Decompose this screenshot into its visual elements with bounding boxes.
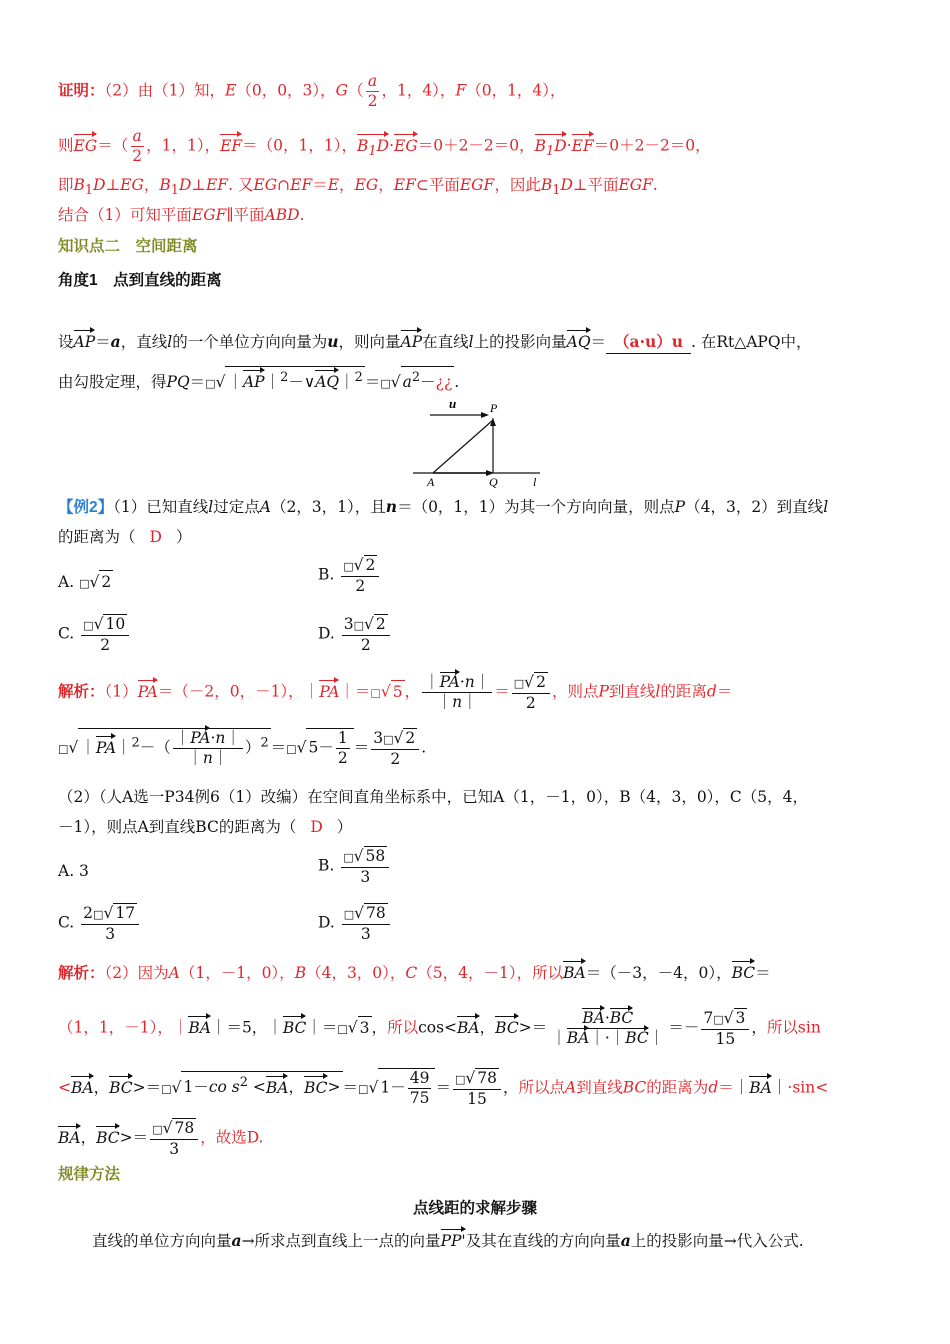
projection-answer: （a·u）u <box>606 331 691 354</box>
solution1-label: 解析： <box>58 683 105 701</box>
fig-label-q: Q <box>489 475 498 489</box>
example1-line-2 <box>58 526 191 548</box>
example1-line-1: 【例2】（1）已知直线l过定点A（2，3，1），且n＝（0，1，1）为其一个方向向量，则点P（4，3，2）到直线l <box>58 497 829 516</box>
solution1-line-1: 解析：（1）PA＝（－2，0，－1），｜PA｜＝□√ 5 ， $\frac{|PA\cdot n|}{|n|}$ ＝ $\frac{□√ 2}{2}$ ，则点P到直线l的距离d＝ <box>58 673 733 712</box>
example1-q2: 的距离为（ <box>58 528 136 546</box>
proof-line-3: 即$B_1D\perp EG$，$B_1D\perp EF$. 又EG∩EF＝E，EG，EF⊂平面EGF，因此$B_1D\perp$平面EGF. <box>58 176 658 199</box>
section-subtitle: 角度1 点到直线的距离 <box>58 272 222 289</box>
ex1-option-b: B. $\frac{□√ 2}{2}$ <box>318 555 381 596</box>
example2-q2: －1），则点A到直线BC的距离为（ <box>58 818 297 836</box>
solution2-line-2: （1，1，－1），｜BA｜＝5，｜BC｜＝□√ 3 ，所以cos<BA，BC>＝ $\frac{BA\cdot BC}{|BA|\cdot|BC|}$ ＝－ $\frac{7□√ 3}{15}$ ，所以sin <box>58 1009 821 1048</box>
fig-label-a: A <box>427 475 435 489</box>
example2-line-2 <box>58 816 352 838</box>
theory-line-2: 由勾股定理，得PQ＝□√ ｜AP｜$^2$－∨AQ｜$^2$ ＝□√ $a^2-¿¿$ . <box>58 366 459 395</box>
method-title: 规律方法 <box>58 1166 121 1183</box>
fig-label-u: u <box>449 396 457 411</box>
example2-line-1: （2）（人A选一P34例6（1）改编）在空间直角坐标系中，已知A（1，－1，0），B（4，3，0），C（5，4， <box>58 788 809 806</box>
ex2-option-d: D. $\frac{□√ 78}{3}$ <box>318 903 392 944</box>
proof-line-2: 则EG＝（ $\frac{a}{2}$ ，1，1），EF＝（0，1，1），$B_1D\cdot EG=0+2-2=0$，$B_1D\cdot EF=0+2-2=0$， <box>58 127 711 165</box>
ex2-option-a: A. 3 <box>58 862 89 880</box>
example2-q2-end: ） <box>336 818 353 836</box>
solution2-line-4: BA，BC>＝ $\frac{□√ 78}{3}$ ，故选D. <box>58 1119 264 1158</box>
ex1-option-c: C. $\frac{□√ 10}{2}$ <box>58 614 131 655</box>
method-text: 直线的单位方向向量a→所求点到直线上一点的向量PP'及其在直线的方向向量a上的投影向量→代入公式. <box>92 1231 804 1250</box>
solution2-label: 解析： <box>58 965 105 982</box>
ex2-option-c: C. $\frac{2□√ 17}{3}$ <box>58 903 141 944</box>
section-title: 知识点二 空间距离 <box>58 238 198 255</box>
example1-answer: D <box>149 528 162 546</box>
solution2-line-1: 解析：（2）因为A（1，－1，0），B（4，3，0），C（5，4，－1），所以BA＝（－3，－4，0），BC＝ <box>58 964 771 982</box>
proof-line-4: 结合（1）可知平面EGF∥平面ABD. <box>58 206 305 224</box>
fig-label-p: P <box>490 401 498 415</box>
proof-line-1: 证明：（2）由（1）知，E（0，0，3），G（ $\frac{a}{2}$ ，1，4），F（0，1，4）， <box>58 72 566 110</box>
ex1-option-a: A. □√ 2 <box>58 570 113 595</box>
method-heading: 点线距的求解步骤 <box>412 1200 537 1217</box>
theory-line-1: 设AP＝a，直线l的一个单位方向向量为u，则向量AP在直线l上的投影向量AQ＝ （a·u）u . 在Rt△APQ中， <box>58 331 812 354</box>
ex2-option-b: B. $\frac{□√ 58}{3}$ <box>318 846 391 887</box>
example2-answer: D <box>310 818 323 836</box>
solution1-line-2: □√ ｜PA｜$^2$－（ $\frac{|PA\cdot n|}{|n|}$ ）$^2$ ＝□√ 5－ $\frac{1}{2}$ ＝ $\frac{3□√ 2}{2}$ . <box>58 729 427 768</box>
example1-q2-end: ） <box>175 528 192 546</box>
projection-figure <box>405 393 555 489</box>
example-tag: 【例2】 <box>58 499 114 516</box>
ex1-option-d: D. $\frac{3□√ 2}{2}$ <box>318 614 392 655</box>
solution2-line-3: <BA，BC>＝□√ 1－co $s^2 <BA$，BC> ＝□√ 1－ $\frac{49}{75}$ ＝ $\frac{□√ 78}{15}$ ，所以点A到直线BC的距离为d＝｜BA｜·sin< <box>58 1069 829 1108</box>
fig-label-l: l <box>533 475 537 489</box>
proof-label: 证明： <box>58 82 105 100</box>
theory-line1-end: . 在Rt△APQ中， <box>691 333 812 351</box>
